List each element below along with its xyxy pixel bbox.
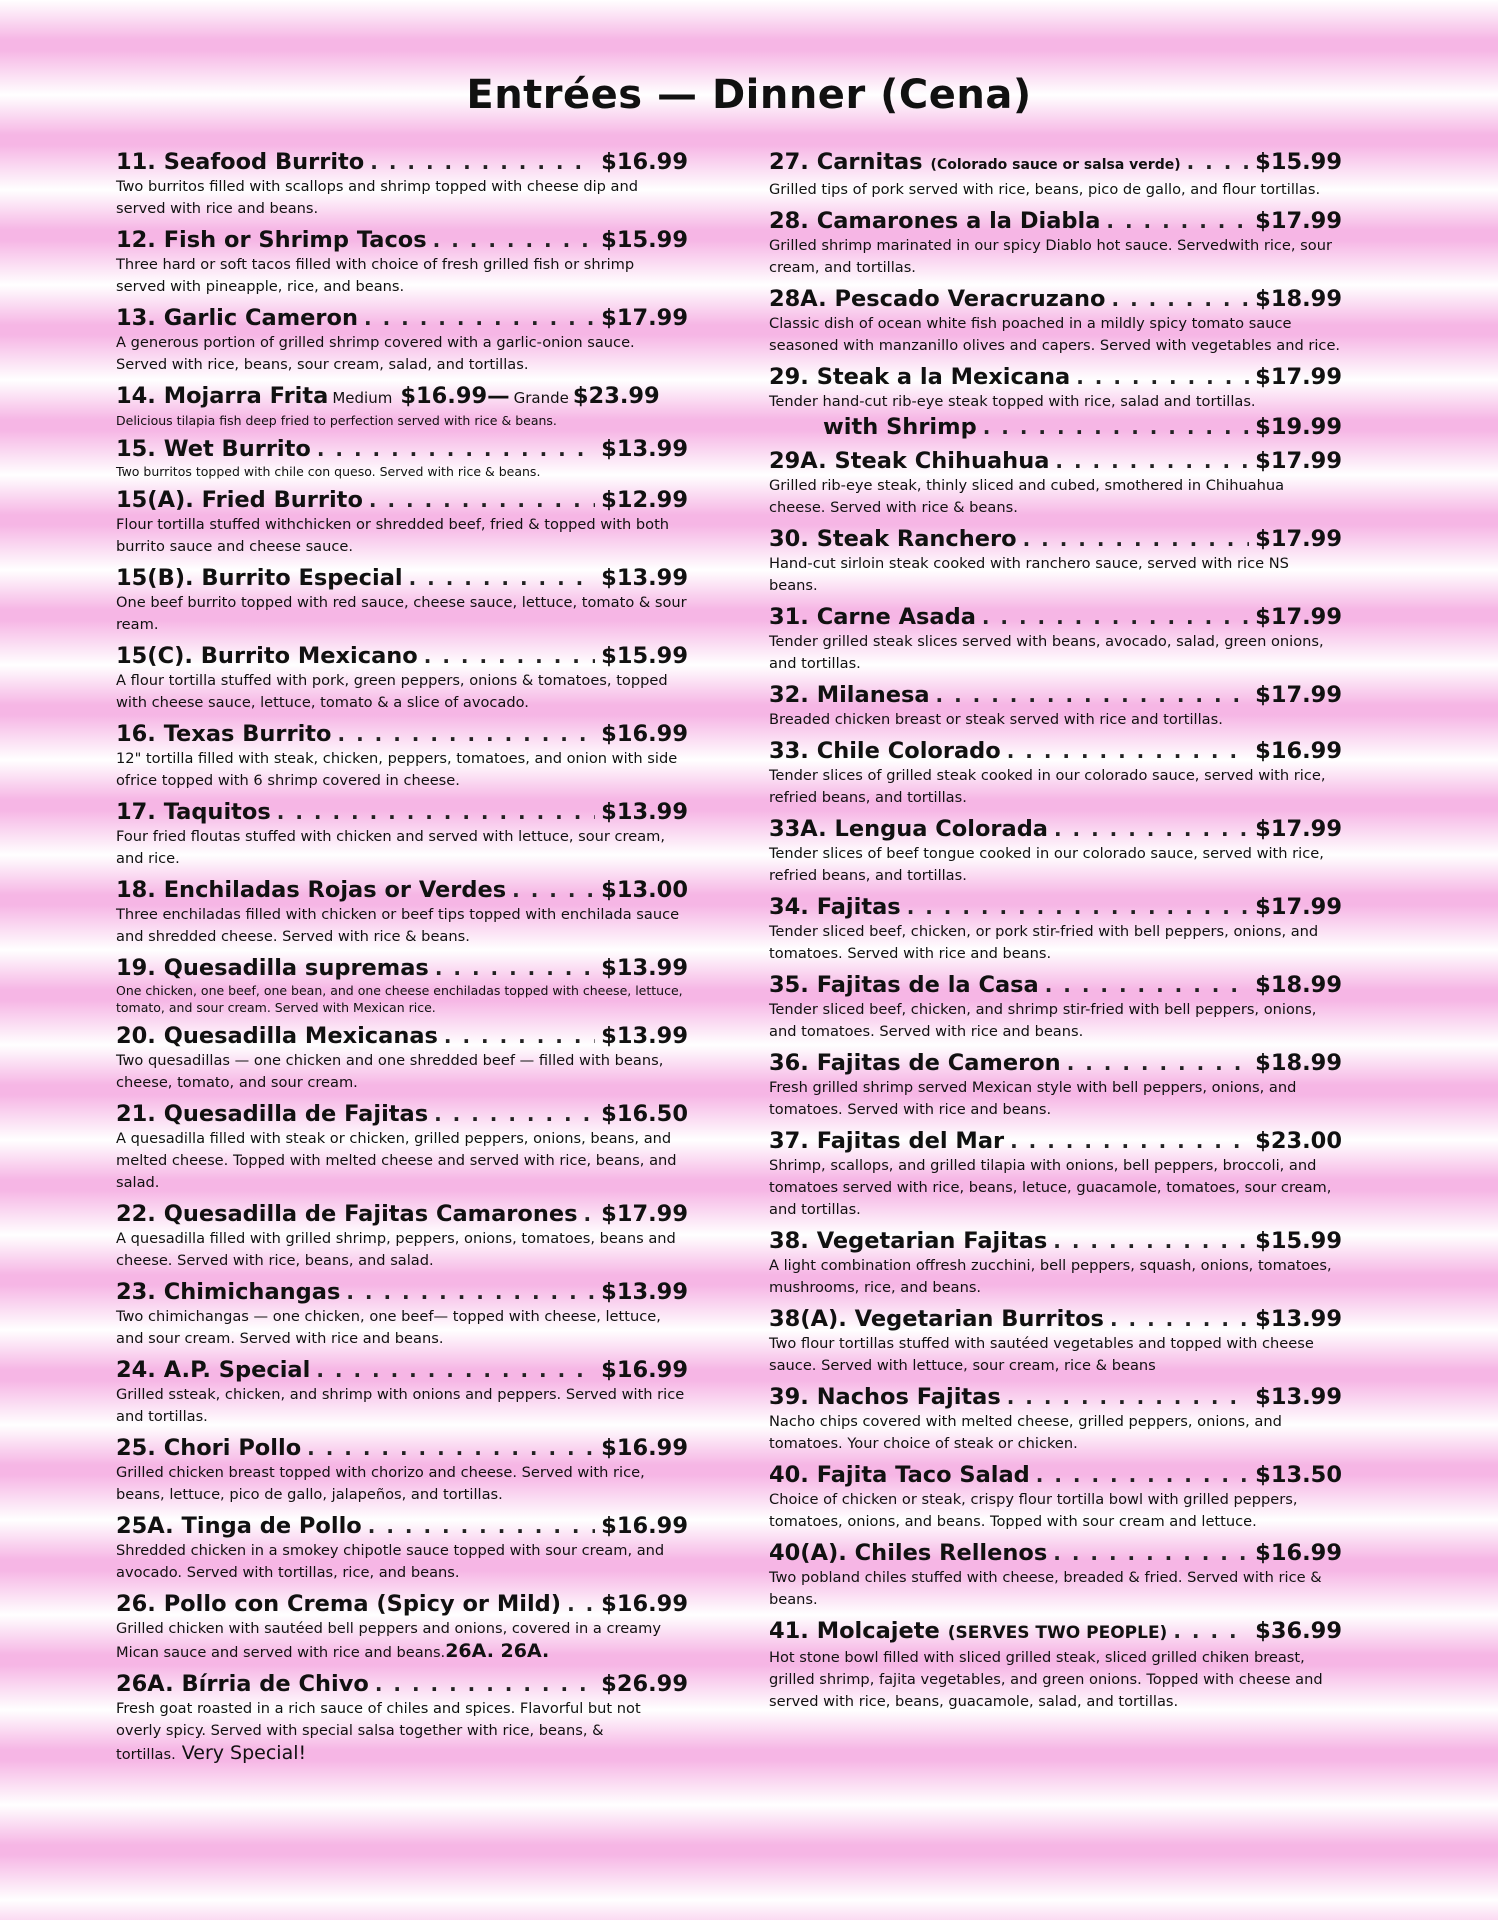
addon-name: with Shrimp	[823, 414, 977, 440]
menu-item	[769, 1539, 1342, 1611]
item-name: 29A. Steak Chihuahua	[769, 448, 1050, 474]
item-price: $13.99	[601, 1023, 688, 1049]
dot-leader	[982, 603, 1249, 631]
item-description: Tender sliced beef, chicken, and shrimp stir-fried with bell peppers, onions, and tomatoes. Served with rice and beans.	[769, 1001, 1317, 1040]
dot-leader	[368, 1512, 595, 1540]
item-name: 33A. Lengua Colorada	[769, 816, 1048, 842]
page-title: Entrées — Dinner (Cena)	[466, 72, 1032, 118]
item-price: $16.99	[601, 1357, 688, 1383]
item-name: 33. Chile Colorado	[769, 738, 1001, 764]
menu-item	[769, 681, 1342, 731]
item-description: Shrimp, scallops, and grilled tilapia with onions, bell peppers, broccoli, and tomatoes served with rice, beans, letuce, guacamole, tomatoes, sour cream, and tortillas.	[769, 1157, 1332, 1218]
item-price: $12.99	[601, 487, 688, 513]
item-name: 28A. Pescado Veracruzano	[769, 286, 1106, 312]
item-note: (Colorado sauce or salsa verde)	[930, 157, 1181, 173]
item-description: Classic dish of ocean white fish poached in a mildly spicy tomato sauce seasoned with manzanillo olives and capers. Served with vegetables and rice.	[769, 315, 1341, 354]
menu-item	[769, 1461, 1342, 1533]
item-description: Hand-cut sirloin steak cooked with ranchero sauce, served with rice NS beans.	[769, 555, 1289, 594]
item-name: 25A. Tinga de Pollo	[116, 1513, 362, 1539]
dot-leader	[409, 564, 596, 592]
menu-item	[116, 564, 688, 636]
menu-item	[769, 207, 1342, 279]
menu-item	[116, 148, 688, 220]
menu-item	[116, 1590, 688, 1664]
item-description: Grilled shrimp marinated in our spicy Diablo hot sauce. Servedwith rice, sour cream, and tortillas.	[769, 237, 1332, 276]
item-description: Two flour tortillas stuffed with sautéed vegetables and topped with cheese sauce. Served with lettuce, sour cream, rice & beans	[769, 1335, 1314, 1374]
item-name: 37. Fajitas del Mar	[769, 1128, 1005, 1154]
dot-leader	[1110, 1305, 1249, 1333]
item-price: $16.99	[601, 721, 688, 747]
menu-item	[116, 954, 688, 1016]
menu-item	[769, 815, 1342, 887]
dot-leader	[375, 1670, 595, 1698]
item-name: 27. Carnitas	[769, 149, 923, 175]
dot-leader	[1045, 971, 1249, 999]
dot-leader	[369, 486, 595, 514]
dot-leader	[1007, 737, 1249, 765]
dot-leader	[370, 148, 595, 176]
dot-leader	[317, 435, 595, 463]
dot-leader	[433, 226, 596, 254]
item-name: 34. Fajitas	[769, 894, 901, 920]
item-name: 29. Steak a la Mexicana	[769, 364, 1071, 390]
item-name: 24. A.P. Special	[116, 1357, 311, 1383]
menu-item	[769, 1227, 1342, 1299]
menu-item	[116, 876, 688, 948]
special-tag: Very Special!	[181, 1742, 307, 1764]
dot-leader	[1007, 1383, 1249, 1411]
dot-leader	[1023, 525, 1250, 553]
item-description: A flour tortilla stuffed with pork, green peppers, onions & tomatoes, topped with cheese sauce, lettuce, tomato & a slice of avocado.	[116, 672, 668, 711]
dot-leader	[1053, 1539, 1249, 1567]
item-description: Tender grilled steak slices served with beans, avocado, salad, green onions, and tortillas.	[769, 633, 1324, 672]
item-price: $17.99	[1255, 894, 1342, 920]
item-description: Tender slices of grilled steak cooked in our colorado sauce, served with rice, refried beans, and tortillas.	[769, 767, 1326, 806]
menu-item	[116, 1512, 688, 1584]
item-description: Tender hand-cut rib-eye steak topped with rice, salad and tortillas.	[769, 393, 1256, 410]
item-description: Grilled ssteak, chicken, and shrimp with onions and peppers. Served with rice and tortillas.	[116, 1386, 685, 1425]
item-price: $17.99	[1255, 448, 1342, 474]
menu-item	[769, 148, 1342, 201]
item-price: $15.99	[601, 643, 688, 669]
item-description: Tender sliced beef, chicken, or pork stir-fried with bell peppers, onions, and tomatoes. Served with rice and beans.	[769, 923, 1319, 962]
dot-leader	[1053, 1227, 1249, 1255]
item-price: $16.99	[601, 1591, 688, 1617]
item-price: $26.99	[601, 1671, 688, 1697]
menu-item	[769, 1127, 1342, 1221]
item-price: $13.99	[601, 565, 688, 591]
item-name: 21. Quesadilla de Fajitas	[116, 1101, 429, 1127]
dot-leader	[1076, 363, 1249, 391]
item-price: $16.99	[601, 1513, 688, 1539]
menu-item	[116, 1670, 688, 1766]
item-description: Flour tortilla stuffed withchicken or shredded beef, fried & topped with both burrito sauce and cheese sauce.	[116, 516, 670, 555]
item-name: 17. Taquitos	[116, 799, 271, 825]
menu-item	[116, 1100, 688, 1194]
menu-item	[769, 1049, 1342, 1121]
item-price: $13.99	[601, 799, 688, 825]
menu-item	[116, 304, 688, 376]
item-description: Two burritos filled with scallops and shrimp topped with cheese dip and served with rice and beans.	[116, 178, 639, 217]
dot-leader	[435, 954, 595, 982]
menu-item	[116, 1200, 688, 1272]
item-name: 11. Seafood Burrito	[116, 149, 365, 175]
item-price: $15.99	[601, 227, 688, 253]
item-name: 15(A). Fried Burrito	[116, 487, 363, 513]
menu-item	[116, 486, 688, 558]
item-description: Tender slices of beef tongue cooked in our colorado sauce, served with rice, refried beans, and tortillas.	[769, 845, 1324, 884]
description-text: Grilled chicken with sautéed bell peppers and onions, covered in a creamy Mican sauce and served with rice and beans.	[116, 1620, 661, 1661]
item-price: $13.99	[1255, 1306, 1342, 1332]
menu-item	[769, 447, 1342, 519]
item-description: A quesadilla filled with steak or chicken, grilled peppers, onions, beans, and melted cheese. Topped with melted cheese and served with rice, beans, and salad.	[116, 1130, 677, 1191]
dot-leader	[338, 720, 596, 748]
dot-leader	[1173, 1617, 1249, 1645]
item-description: Two burritos topped with chile con queso. Served with rice & beans.	[116, 464, 541, 479]
item-price: $13.99	[601, 1279, 688, 1305]
menu-item	[116, 1356, 688, 1428]
item-description	[116, 1698, 688, 1766]
item-name: 22. Quesadilla de Fajitas Camarones	[116, 1201, 578, 1227]
item-price: $13.99	[1255, 1384, 1342, 1410]
menu-item	[116, 382, 688, 429]
item-name: 25. Chori Pollo	[116, 1435, 302, 1461]
item-price: $16.99	[601, 149, 688, 175]
item-name: 28. Camarones a la Diabla	[769, 208, 1101, 234]
item-price: $36.99	[1255, 1618, 1342, 1644]
stray-label: 26A. 26A.	[445, 1640, 550, 1662]
item-description: Four fried floutas stuffed with chicken and served with lettuce, sour cream, and rice.	[116, 828, 666, 867]
item-description: A light combination offresh zucchini, bell peppers, squash, onions, tomatoes, mushrooms, rice, and beans.	[769, 1257, 1332, 1296]
item-price: $15.99	[1255, 1228, 1342, 1254]
item-price: $15.99	[1255, 149, 1342, 175]
item-description: Two chimichangas — one chicken, one beef— topped with cheese, lettuce, and sour cream. Served with rice and beans.	[116, 1308, 661, 1347]
item-description: One chicken, one beef, one bean, and one cheese enchiladas topped with cheese, lettuce, tomato, and sour cream. Served with Mexican rice.	[116, 983, 683, 1015]
item-name: 15(C). Burrito Mexicano	[116, 643, 418, 669]
item-price: $18.99	[1255, 972, 1342, 998]
item-price: $17.99	[601, 305, 688, 331]
item-note: (SERVES TWO PEOPLE)	[947, 1623, 1168, 1643]
item-price: $16.99	[1255, 738, 1342, 764]
item-name: 32. Milanesa	[769, 682, 930, 708]
item-description: A quesadilla filled with grilled shrimp, peppers, onions, tomatoes, beans and cheese. Served with rice, beans, and salad.	[116, 1230, 676, 1269]
item-description: Fresh grilled shrimp served Mexican style with bell peppers, onions, and tomatoes. Served with rice and beans.	[769, 1079, 1297, 1118]
menu-item	[769, 285, 1342, 357]
dot-leader	[983, 413, 1249, 441]
item-price: $17.99	[1255, 604, 1342, 630]
item-addon	[769, 413, 1342, 441]
dot-leader	[1054, 815, 1249, 843]
item-price-medium: $16.99—	[400, 383, 510, 409]
item-price: $23.00	[1255, 1128, 1342, 1154]
dot-leader	[936, 681, 1250, 709]
menu-item	[116, 798, 688, 870]
item-description: Nacho chips covered with melted cheese, grilled peppers, onions, and tomatoes. Your choice of steak or chicken.	[769, 1413, 1282, 1452]
left-menu-column	[116, 148, 688, 1772]
item-name: 36. Fajitas de Cameron	[769, 1050, 1061, 1076]
menu-item	[769, 1305, 1342, 1377]
menu-item	[769, 737, 1342, 809]
item-name: 16. Texas Burrito	[116, 721, 332, 747]
item-description: Grilled chicken breast topped with chorizo and cheese. Served with rice, beans, lettuce, pico de gallo, jalapeños, and tortillas.	[116, 1464, 645, 1503]
item-price: $23.99	[572, 383, 660, 409]
menu-item	[116, 226, 688, 298]
item-description: Shredded chicken in a smokey chipotle sauce topped with sour cream, and avocado. Served with tortillas, rice, and beans.	[116, 1542, 665, 1581]
menu-item	[116, 720, 688, 792]
dot-leader	[307, 1434, 595, 1462]
menu-item	[116, 1022, 688, 1094]
item-price: $16.99	[1255, 1540, 1342, 1566]
item-description: Breaded chicken breast or steak served with rice and tortillas.	[769, 711, 1223, 728]
menu-item	[769, 603, 1342, 675]
item-price: $13.00	[601, 877, 688, 903]
item-name: 13. Garlic Cameron	[116, 305, 359, 331]
size-label-grande: Grande	[513, 389, 569, 407]
item-description: Three enchiladas filled with chicken or beef tips topped with enchilada sauce and shredded cheese. Served with rice & beans.	[116, 906, 680, 945]
menu-item	[769, 1383, 1342, 1455]
item-description: Two quesadillas — one chicken and one shredded beef — filled with beans, cheese, tomato, and sour cream.	[116, 1052, 664, 1091]
dot-leader	[1106, 207, 1249, 235]
item-price: $18.99	[1255, 286, 1342, 312]
item-name: 38. Vegetarian Fajitas	[769, 1228, 1048, 1254]
dot-leader	[1067, 1049, 1249, 1077]
item-description: Three hard or soft tacos filled with choice of fresh grilled fish or shrimp served with pineapple, rice, and beans.	[116, 256, 635, 295]
item-price: $17.99	[1255, 682, 1342, 708]
item-description: Grilled tips of pork served with rice, beans, pico de gallo, and flour tortillas.	[769, 181, 1321, 198]
item-name: 40(A). Chiles Rellenos	[769, 1540, 1048, 1566]
dot-leader	[277, 798, 595, 826]
item-description	[116, 1618, 688, 1664]
item-name: 20. Quesadilla Mexicanas	[116, 1023, 438, 1049]
item-description: A generous portion of grilled shrimp covered with a garlic-onion sauce. Served with rice, beans, sour cream, salad, and tortillas.	[116, 334, 635, 373]
item-name: 18. Enchiladas Rojas or Verdes	[116, 877, 507, 903]
item-name: 30. Steak Ranchero	[769, 526, 1017, 552]
item-price: $17.99	[1255, 526, 1342, 552]
item-name: 31. Carne Asada	[769, 604, 976, 630]
menu-item	[769, 971, 1342, 1043]
dot-leader	[907, 893, 1249, 921]
dot-leader	[346, 1278, 595, 1306]
menu-item	[116, 1434, 688, 1506]
item-name: 26. Pollo con Crema (Spicy or Mild)	[116, 1591, 562, 1617]
item-name: 14. Mojarra Frita	[116, 383, 329, 409]
menu-item	[769, 1617, 1342, 1713]
dot-leader	[567, 1590, 595, 1618]
item-description: Choice of chicken or steak, crispy flour tortilla bowl with grilled peppers, tomatoes, onions, and beans. Topped with sour cream and lettuce.	[769, 1491, 1298, 1530]
item-name: 26A. Bírria de Chivo	[116, 1671, 369, 1697]
dot-leader	[1112, 285, 1250, 313]
size-label-medium: Medium	[332, 389, 393, 407]
menu-item	[769, 363, 1342, 441]
menu-item	[116, 642, 688, 714]
menu-item	[116, 1278, 688, 1350]
menu-item	[116, 435, 688, 480]
dot-leader	[364, 304, 595, 332]
dot-leader	[424, 642, 595, 670]
description-text: Fresh goat roasted in a rich sauce of chiles and spices. Flavorful but not overly spicy. Served with special salsa together with rice, beans, & tortillas.	[116, 1700, 641, 1763]
item-price: $13.99	[601, 955, 688, 981]
item-name: 19. Quesadilla supremas	[116, 955, 429, 981]
addon-price: $19.99	[1255, 414, 1342, 440]
item-price: $17.99	[1255, 364, 1342, 390]
dot-leader	[316, 1356, 595, 1384]
item-price: $18.99	[1255, 1050, 1342, 1076]
menu-item	[769, 893, 1342, 965]
item-description: 12" tortilla filled with steak, chicken, peppers, tomatoes, and onion with side ofrice topped with 6 shrimp covered in cheese.	[116, 750, 678, 789]
item-price: $13.99	[601, 436, 688, 462]
item-name: 12. Fish or Shrimp Tacos	[116, 227, 427, 253]
right-menu-column	[769, 148, 1342, 1719]
item-price: $16.99	[601, 1435, 688, 1461]
dot-leader	[1055, 447, 1249, 475]
dot-leader	[1010, 1127, 1249, 1155]
item-description: Two pobland chiles stuffed with cheese, breaded & fried. Served with rice & beans.	[769, 1569, 1322, 1608]
item-price: $17.99	[1255, 208, 1342, 234]
item-description: One beef burrito topped with red sauce, cheese sauce, lettuce, tomato & sour ream.	[116, 594, 687, 633]
item-price: $13.50	[1255, 1462, 1342, 1488]
item-price: $16.50	[601, 1101, 688, 1127]
item-description: Grilled rib-eye steak, thinly sliced and cubed, smothered in Chihuahua cheese. Served with rice & beans.	[769, 477, 1285, 516]
item-name: 41. Molcajete	[769, 1618, 940, 1644]
item-price: $17.99	[1255, 816, 1342, 842]
dot-leader	[444, 1022, 595, 1050]
item-name: 39. Nachos Fajitas	[769, 1384, 1001, 1410]
item-name: 40. Fajita Taco Salad	[769, 1462, 1030, 1488]
dot-leader	[434, 1100, 595, 1128]
dot-leader	[584, 1200, 596, 1228]
dot-leader	[1036, 1461, 1249, 1489]
item-description: Hot stone bowl filled with sliced grilled steak, sliced grilled chiken breast, grilled shrimp, fajita vegetables, and green onions. Topped with cheese and served with rice, beans, guacamole, salad, and tortillas.	[769, 1649, 1323, 1710]
item-name: 38(A). Vegetarian Burritos	[769, 1306, 1104, 1332]
menu-item	[769, 525, 1342, 597]
dot-leader	[1187, 148, 1250, 176]
item-name: 15(B). Burrito Especial	[116, 565, 403, 591]
dot-leader	[512, 876, 595, 904]
item-name: 23. Chimichangas	[116, 1279, 341, 1305]
item-name: 15. Wet Burrito	[116, 436, 311, 462]
item-price: $17.99	[601, 1201, 688, 1227]
item-name: 35. Fajitas de la Casa	[769, 972, 1039, 998]
item-description: Delicious tilapia fish deep fried to perfection served with rice & beans.	[116, 413, 557, 428]
